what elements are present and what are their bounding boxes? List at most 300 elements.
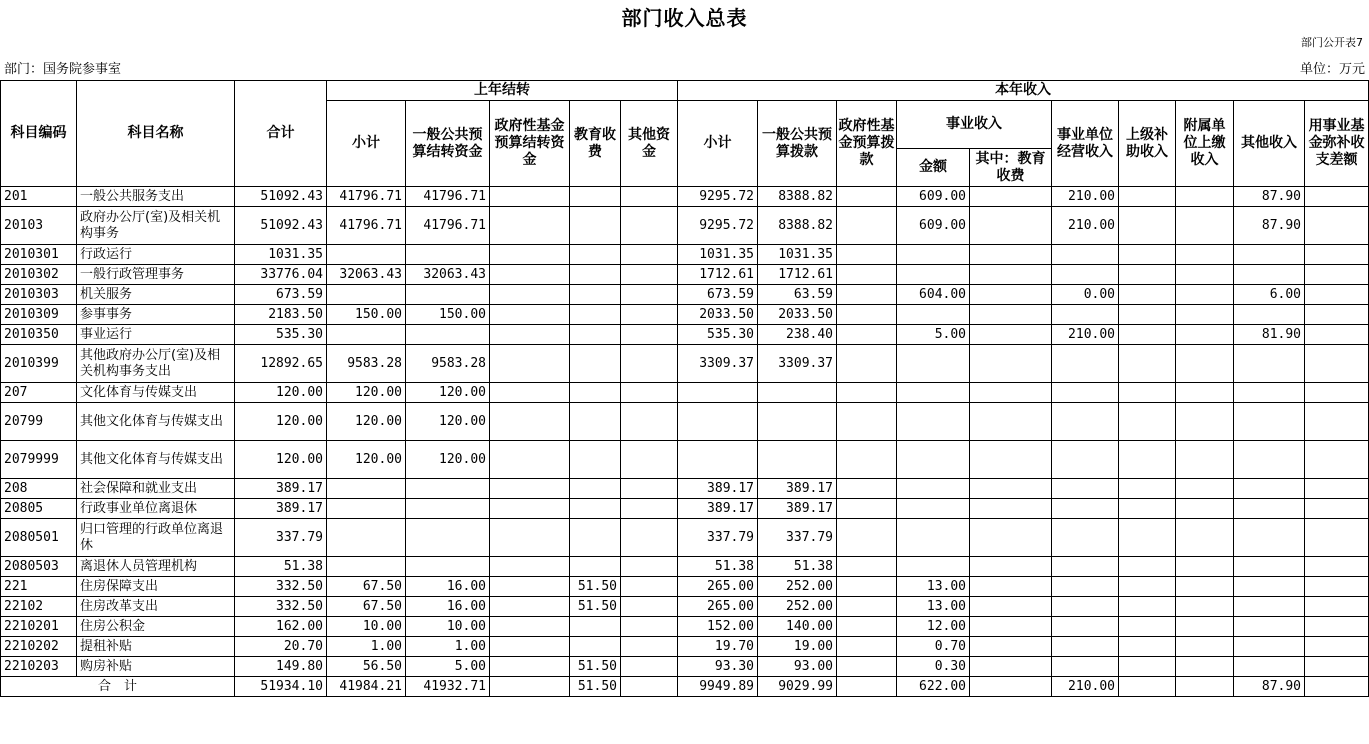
- value-cell: [490, 187, 570, 207]
- total-value-cell: 210.00: [1052, 677, 1119, 697]
- value-cell: [1234, 265, 1305, 285]
- value-cell: [678, 441, 758, 479]
- subject-name-cell: 社会保障和就业支出: [77, 479, 235, 499]
- value-cell: [1119, 305, 1176, 325]
- value-cell: [1176, 557, 1234, 577]
- value-cell: 673.59: [235, 285, 327, 305]
- value-cell: 6.00: [1234, 285, 1305, 305]
- value-cell: 9583.28: [327, 345, 406, 383]
- value-cell: [1305, 345, 1369, 383]
- table-row: [1, 479, 1369, 499]
- header-carry-subtotal: 小计: [327, 101, 406, 187]
- header-cur-general: 一般公共预算拨款: [758, 101, 837, 187]
- value-cell: [1119, 403, 1176, 441]
- value-cell: 41796.71: [327, 207, 406, 245]
- table-row: [1, 245, 1369, 265]
- value-cell: 140.00: [758, 617, 837, 637]
- table-row: [1, 499, 1369, 519]
- value-cell: [1176, 187, 1234, 207]
- total-value-cell: [837, 677, 897, 697]
- value-cell: 535.30: [678, 325, 758, 345]
- value-cell: [621, 403, 678, 441]
- header-cur-business-edu: 其中：教育收费: [970, 149, 1052, 187]
- value-cell: [621, 345, 678, 383]
- value-cell: [1234, 657, 1305, 677]
- value-cell: 337.79: [678, 519, 758, 557]
- value-cell: 2033.50: [758, 305, 837, 325]
- value-cell: [837, 597, 897, 617]
- value-cell: 81.90: [1234, 325, 1305, 345]
- value-cell: [621, 285, 678, 305]
- header-cur-superior: 上级补助收入: [1119, 101, 1176, 187]
- value-cell: [1305, 597, 1369, 617]
- value-cell: [1052, 245, 1119, 265]
- value-cell: [621, 637, 678, 657]
- value-cell: [621, 597, 678, 617]
- value-cell: 13.00: [897, 577, 970, 597]
- value-cell: [1176, 207, 1234, 245]
- value-cell: [1052, 577, 1119, 597]
- value-cell: 150.00: [327, 305, 406, 325]
- value-cell: [970, 305, 1052, 325]
- value-cell: [1176, 305, 1234, 325]
- value-cell: 41796.71: [327, 187, 406, 207]
- header-cur-operating: 事业单位经营收入: [1052, 101, 1119, 187]
- value-cell: [837, 187, 897, 207]
- value-cell: [970, 441, 1052, 479]
- value-cell: [1305, 479, 1369, 499]
- table-row: [1, 403, 1369, 441]
- value-cell: [1176, 441, 1234, 479]
- value-cell: 13.00: [897, 597, 970, 617]
- value-cell: 265.00: [678, 597, 758, 617]
- subject-code-cell: 2210203: [1, 657, 77, 677]
- value-cell: [970, 383, 1052, 403]
- value-cell: [837, 285, 897, 305]
- value-cell: 162.00: [235, 617, 327, 637]
- value-cell: 41796.71: [406, 207, 490, 245]
- value-cell: [837, 245, 897, 265]
- value-cell: 337.79: [235, 519, 327, 557]
- value-cell: [1305, 617, 1369, 637]
- total-value-cell: [970, 677, 1052, 697]
- subject-name-cell: 其他文化体育与传媒支出: [77, 403, 235, 441]
- value-cell: [1305, 657, 1369, 677]
- value-cell: [970, 557, 1052, 577]
- header-current-group: 本年收入: [678, 81, 1369, 101]
- value-cell: [837, 557, 897, 577]
- value-cell: 8388.82: [758, 207, 837, 245]
- total-value-cell: 9029.99: [758, 677, 837, 697]
- value-cell: 120.00: [235, 383, 327, 403]
- value-cell: 0.30: [897, 657, 970, 677]
- value-cell: [837, 265, 897, 285]
- value-cell: [837, 383, 897, 403]
- value-cell: [970, 265, 1052, 285]
- value-cell: [1234, 479, 1305, 499]
- value-cell: [621, 265, 678, 285]
- value-cell: 252.00: [758, 577, 837, 597]
- value-cell: [1234, 441, 1305, 479]
- value-cell: 16.00: [406, 577, 490, 597]
- value-cell: [1234, 577, 1305, 597]
- value-cell: 2033.50: [678, 305, 758, 325]
- value-cell: [1305, 637, 1369, 657]
- value-cell: 0.00: [1052, 285, 1119, 305]
- value-cell: [1234, 617, 1305, 637]
- value-cell: [970, 325, 1052, 345]
- table-row: [1, 265, 1369, 285]
- value-cell: [327, 325, 406, 345]
- value-cell: [897, 479, 970, 499]
- value-cell: 8388.82: [758, 187, 837, 207]
- subject-code-cell: 20799: [1, 403, 77, 441]
- value-cell: 389.17: [758, 499, 837, 519]
- value-cell: 535.30: [235, 325, 327, 345]
- value-cell: [570, 285, 621, 305]
- header-carry-edu-fee: 教育收费: [570, 101, 621, 187]
- value-cell: 149.80: [235, 657, 327, 677]
- value-cell: [837, 403, 897, 441]
- value-cell: [490, 597, 570, 617]
- header-code: 科目编码: [1, 81, 77, 187]
- table-row: [1, 187, 1369, 207]
- value-cell: [970, 637, 1052, 657]
- value-cell: [327, 557, 406, 577]
- subject-code-cell: 2010302: [1, 265, 77, 285]
- value-cell: [897, 403, 970, 441]
- value-cell: [570, 345, 621, 383]
- value-cell: [490, 245, 570, 265]
- value-cell: [570, 519, 621, 557]
- subject-code-cell: 221: [1, 577, 77, 597]
- value-cell: 150.00: [406, 305, 490, 325]
- value-cell: [1305, 557, 1369, 577]
- total-value-cell: [1119, 677, 1176, 697]
- value-cell: 1031.35: [758, 245, 837, 265]
- value-cell: [490, 557, 570, 577]
- value-cell: [1234, 345, 1305, 383]
- value-cell: 10.00: [406, 617, 490, 637]
- value-cell: 51.38: [235, 557, 327, 577]
- value-cell: [897, 345, 970, 383]
- value-cell: [490, 345, 570, 383]
- value-cell: 51.50: [570, 657, 621, 677]
- value-cell: [1052, 597, 1119, 617]
- header-cur-business-amount: 金额: [897, 149, 970, 187]
- value-cell: [1052, 617, 1119, 637]
- value-cell: [621, 207, 678, 245]
- value-cell: [1119, 383, 1176, 403]
- value-cell: 3309.37: [758, 345, 837, 383]
- value-cell: [1305, 499, 1369, 519]
- value-cell: 389.17: [235, 479, 327, 499]
- value-cell: [621, 187, 678, 207]
- value-cell: [327, 479, 406, 499]
- value-cell: [570, 325, 621, 345]
- value-cell: [1176, 265, 1234, 285]
- value-cell: [837, 657, 897, 677]
- value-cell: 33776.04: [235, 265, 327, 285]
- subject-code-cell: 2080503: [1, 557, 77, 577]
- value-cell: 41796.71: [406, 187, 490, 207]
- total-label: 合 计: [1, 677, 235, 697]
- subject-name-cell: 住房改革支出: [77, 597, 235, 617]
- value-cell: [1305, 245, 1369, 265]
- value-cell: 238.40: [758, 325, 837, 345]
- value-cell: [1176, 345, 1234, 383]
- table-body: [1, 187, 1369, 697]
- value-cell: 12.00: [897, 617, 970, 637]
- value-cell: 9295.72: [678, 207, 758, 245]
- value-cell: [1052, 557, 1119, 577]
- value-cell: 51092.43: [235, 207, 327, 245]
- value-cell: [837, 325, 897, 345]
- value-cell: [1119, 597, 1176, 617]
- value-cell: [1234, 305, 1305, 325]
- value-cell: [490, 403, 570, 441]
- value-cell: 389.17: [758, 479, 837, 499]
- header-cur-affiliated: 附属单位上缴收入: [1176, 101, 1234, 187]
- value-cell: [1176, 245, 1234, 265]
- value-cell: 12892.65: [235, 345, 327, 383]
- value-cell: [621, 305, 678, 325]
- value-cell: [621, 245, 678, 265]
- value-cell: [1119, 285, 1176, 305]
- value-cell: [621, 557, 678, 577]
- value-cell: 32063.43: [327, 265, 406, 285]
- subject-name-cell: 参事事务: [77, 305, 235, 325]
- value-cell: [490, 499, 570, 519]
- value-cell: [1305, 519, 1369, 557]
- value-cell: [406, 325, 490, 345]
- value-cell: 19.70: [678, 637, 758, 657]
- value-cell: 120.00: [327, 441, 406, 479]
- value-cell: [1176, 519, 1234, 557]
- value-cell: [1234, 519, 1305, 557]
- value-cell: 67.50: [327, 597, 406, 617]
- subject-code-cell: 2010303: [1, 285, 77, 305]
- table-row: [1, 383, 1369, 403]
- value-cell: [570, 557, 621, 577]
- subject-name-cell: 事业运行: [77, 325, 235, 345]
- value-cell: 252.00: [758, 597, 837, 617]
- value-cell: 152.00: [678, 617, 758, 637]
- table-row: [1, 577, 1369, 597]
- value-cell: 609.00: [897, 187, 970, 207]
- header-cur-subtotal: 小计: [678, 101, 758, 187]
- value-cell: [1176, 285, 1234, 305]
- subject-name-cell: 一般公共服务支出: [77, 187, 235, 207]
- value-cell: 93.30: [678, 657, 758, 677]
- value-cell: [570, 617, 621, 637]
- subject-code-cell: 207: [1, 383, 77, 403]
- value-cell: [327, 519, 406, 557]
- value-cell: 63.59: [758, 285, 837, 305]
- subject-name-cell: 其他政府办公厅(室)及相关机构事务支出: [77, 345, 235, 383]
- value-cell: [1119, 479, 1176, 499]
- value-cell: [621, 657, 678, 677]
- value-cell: [897, 499, 970, 519]
- value-cell: [1234, 499, 1305, 519]
- value-cell: 51092.43: [235, 187, 327, 207]
- value-cell: [1234, 383, 1305, 403]
- value-cell: 210.00: [1052, 187, 1119, 207]
- value-cell: [406, 557, 490, 577]
- subject-code-cell: 208: [1, 479, 77, 499]
- total-value-cell: 622.00: [897, 677, 970, 697]
- value-cell: [621, 499, 678, 519]
- value-cell: [1234, 245, 1305, 265]
- value-cell: 120.00: [327, 383, 406, 403]
- value-cell: 389.17: [235, 499, 327, 519]
- value-cell: 332.50: [235, 597, 327, 617]
- value-cell: 1031.35: [235, 245, 327, 265]
- value-cell: [406, 245, 490, 265]
- department-label: 部门：国务院参事室: [4, 62, 122, 77]
- income-summary-table: [0, 80, 1369, 697]
- table-row: [1, 305, 1369, 325]
- subject-name-cell: 文化体育与传媒支出: [77, 383, 235, 403]
- table-row: [1, 285, 1369, 305]
- value-cell: [1119, 519, 1176, 557]
- subject-name-cell: 一般行政管理事务: [77, 265, 235, 285]
- value-cell: [1119, 441, 1176, 479]
- value-cell: [970, 187, 1052, 207]
- subject-name-cell: 住房保障支出: [77, 577, 235, 597]
- value-cell: [1234, 403, 1305, 441]
- subject-code-cell: 2010350: [1, 325, 77, 345]
- value-cell: [406, 285, 490, 305]
- value-cell: [1119, 187, 1176, 207]
- value-cell: [1052, 383, 1119, 403]
- header-carry-other: 其他资金: [621, 101, 678, 187]
- total-value-cell: 9949.89: [678, 677, 758, 697]
- value-cell: [837, 479, 897, 499]
- header-cur-other: 其他收入: [1234, 101, 1305, 187]
- subject-name-cell: 住房公积金: [77, 617, 235, 637]
- header-name: 科目名称: [77, 81, 235, 187]
- header-total: 合计: [235, 81, 327, 187]
- value-cell: [970, 245, 1052, 265]
- value-cell: 51.38: [678, 557, 758, 577]
- subject-code-cell: 2010399: [1, 345, 77, 383]
- value-cell: [570, 403, 621, 441]
- value-cell: [570, 187, 621, 207]
- value-cell: [1052, 441, 1119, 479]
- value-cell: [1052, 479, 1119, 499]
- value-cell: [897, 557, 970, 577]
- subject-code-cell: 20805: [1, 499, 77, 519]
- table-row: [1, 519, 1369, 557]
- value-cell: [570, 479, 621, 499]
- value-cell: 120.00: [406, 403, 490, 441]
- value-cell: [1176, 577, 1234, 597]
- value-cell: [406, 479, 490, 499]
- value-cell: [1176, 479, 1234, 499]
- value-cell: [1119, 325, 1176, 345]
- value-cell: [327, 245, 406, 265]
- value-cell: [897, 245, 970, 265]
- value-cell: [1305, 383, 1369, 403]
- header-cur-gov-fund: 政府性基金预算拨款: [837, 101, 897, 187]
- value-cell: 389.17: [678, 479, 758, 499]
- value-cell: [490, 637, 570, 657]
- value-cell: [570, 499, 621, 519]
- value-cell: [897, 305, 970, 325]
- value-cell: 1712.61: [678, 265, 758, 285]
- header-cur-business: 事业收入: [897, 101, 1052, 149]
- value-cell: [1119, 557, 1176, 577]
- value-cell: 332.50: [235, 577, 327, 597]
- value-cell: 120.00: [235, 403, 327, 441]
- value-cell: [970, 499, 1052, 519]
- value-cell: 32063.43: [406, 265, 490, 285]
- value-cell: 120.00: [406, 383, 490, 403]
- value-cell: [621, 479, 678, 499]
- value-cell: [570, 265, 621, 285]
- value-cell: [490, 577, 570, 597]
- value-cell: 51.50: [570, 577, 621, 597]
- value-cell: [1119, 617, 1176, 637]
- value-cell: [970, 403, 1052, 441]
- value-cell: [621, 519, 678, 557]
- value-cell: 1.00: [406, 637, 490, 657]
- value-cell: [678, 383, 758, 403]
- subject-name-cell: 购房补贴: [77, 657, 235, 677]
- total-value-cell: 41984.21: [327, 677, 406, 697]
- value-cell: [570, 305, 621, 325]
- value-cell: 56.50: [327, 657, 406, 677]
- value-cell: 93.00: [758, 657, 837, 677]
- value-cell: [570, 245, 621, 265]
- unit-label: 单位：万元: [1299, 62, 1365, 77]
- total-value-cell: 87.90: [1234, 677, 1305, 697]
- value-cell: 5.00: [406, 657, 490, 677]
- value-cell: [490, 657, 570, 677]
- value-cell: [490, 207, 570, 245]
- value-cell: [1052, 345, 1119, 383]
- table-row: [1, 325, 1369, 345]
- value-cell: [970, 597, 1052, 617]
- value-cell: [1305, 265, 1369, 285]
- value-cell: 337.79: [758, 519, 837, 557]
- subject-name-cell: 离退休人员管理机构: [77, 557, 235, 577]
- value-cell: 389.17: [678, 499, 758, 519]
- value-cell: [1176, 325, 1234, 345]
- value-cell: 120.00: [406, 441, 490, 479]
- value-cell: [1176, 499, 1234, 519]
- table-row: [1, 637, 1369, 657]
- value-cell: [490, 265, 570, 285]
- total-row: [1, 677, 1369, 697]
- value-cell: [1305, 305, 1369, 325]
- value-cell: [1305, 325, 1369, 345]
- value-cell: [1305, 187, 1369, 207]
- value-cell: [621, 617, 678, 637]
- value-cell: [1052, 265, 1119, 285]
- subject-code-cell: 2210202: [1, 637, 77, 657]
- value-cell: [490, 441, 570, 479]
- value-cell: [758, 441, 837, 479]
- value-cell: [1234, 637, 1305, 657]
- value-cell: [970, 577, 1052, 597]
- value-cell: [837, 617, 897, 637]
- value-cell: [1305, 207, 1369, 245]
- value-cell: [490, 479, 570, 499]
- value-cell: [837, 305, 897, 325]
- value-cell: [897, 441, 970, 479]
